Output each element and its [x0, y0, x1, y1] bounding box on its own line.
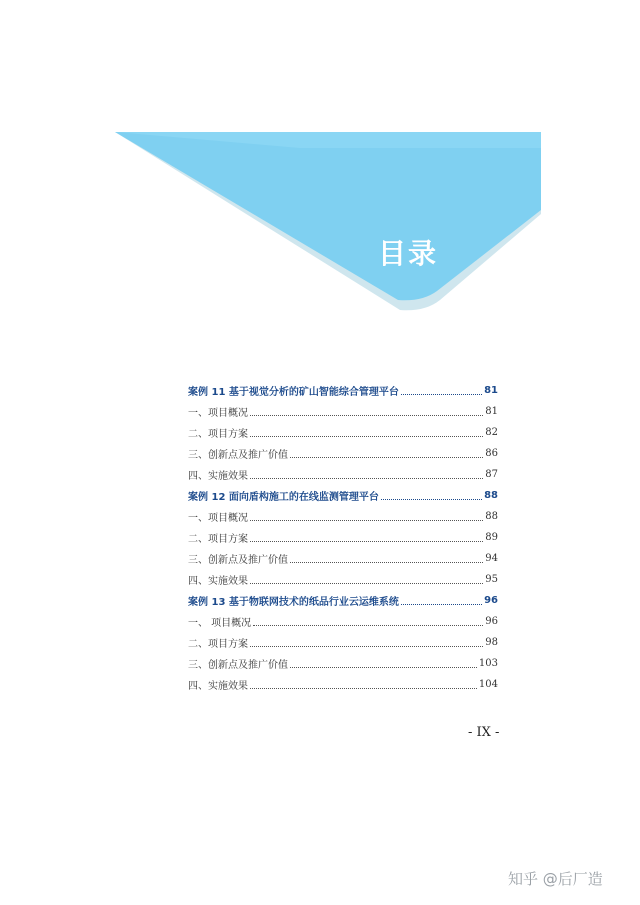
toc-page-number: 98	[485, 637, 498, 648]
toc-page-number: 87	[485, 469, 498, 480]
toc-leader-dots	[290, 562, 483, 563]
toc-page-number: 88	[484, 490, 498, 501]
toc-leader-dots	[290, 457, 483, 458]
toc-page-number: 94	[485, 553, 498, 564]
toc-item[interactable]	[188, 611, 498, 632]
toc-entry-label: 案例 13 基于物联网技术的纸品行业云运维系统	[188, 597, 399, 608]
toc-page-number: 96	[484, 595, 498, 606]
toc-leader-dots	[250, 436, 483, 437]
toc-leader-dots	[250, 583, 483, 584]
toc-item[interactable]	[188, 548, 498, 569]
toc-item[interactable]	[188, 653, 498, 674]
toc-entry-label: 三、创新点及推广价值	[188, 555, 288, 566]
toc-item[interactable]	[188, 506, 498, 527]
toc-page-number: 104	[478, 679, 498, 690]
watermark: 知乎 @后厂造	[508, 870, 603, 888]
toc-item[interactable]	[188, 443, 498, 464]
toc-leader-dots	[401, 604, 482, 605]
toc-item[interactable]	[188, 632, 498, 653]
toc-case-heading[interactable]	[188, 485, 498, 506]
toc-entry-label: 四、实施效果	[188, 681, 248, 692]
table-of-contents	[188, 380, 498, 695]
toc-entry-label: 二、项目方案	[188, 534, 248, 545]
toc-leader-dots	[290, 667, 477, 668]
toc-page-number: 86	[485, 448, 498, 459]
toc-leader-dots	[250, 520, 483, 521]
toc-item[interactable]	[188, 674, 498, 695]
toc-entry-label: 一、项目概况	[188, 513, 248, 524]
toc-item[interactable]	[188, 401, 498, 422]
toc-item[interactable]	[188, 422, 498, 443]
toc-leader-dots	[381, 499, 482, 500]
toc-leader-dots	[250, 688, 477, 689]
toc-case-heading[interactable]	[188, 590, 498, 611]
toc-item[interactable]	[188, 569, 498, 590]
toc-entry-label: 四、实施效果	[188, 576, 248, 587]
toc-page-number: 88	[485, 511, 498, 522]
page-number: - IX -	[468, 725, 500, 740]
toc-leader-dots	[250, 541, 483, 542]
toc-leader-dots	[253, 625, 483, 626]
toc-entry-label: 二、项目方案	[188, 429, 248, 440]
toc-entry-label: 四、实施效果	[188, 471, 248, 482]
toc-leader-dots	[401, 394, 482, 395]
toc-entry-label: 案例 11 基于视觉分析的矿山智能综合管理平台	[188, 387, 399, 398]
toc-page-number: 95	[485, 574, 498, 585]
toc-entry-label: 一、 项目概况	[188, 618, 252, 629]
toc-case-heading[interactable]	[188, 380, 498, 401]
toc-title: 目录	[378, 237, 439, 270]
toc-page-number: 81	[484, 385, 498, 396]
toc-item[interactable]	[188, 464, 498, 485]
toc-entry-label: 三、创新点及推广价值	[188, 660, 288, 671]
banner-graphic	[0, 0, 640, 340]
toc-page-number: 96	[485, 616, 498, 627]
toc-entry-label: 案例 12 面向盾构施工的在线监测管理平台	[188, 492, 379, 503]
toc-leader-dots	[250, 415, 483, 416]
toc-page-number: 89	[485, 532, 498, 543]
toc-page-number: 103	[478, 658, 498, 669]
toc-leader-dots	[250, 646, 483, 647]
toc-entry-label: 二、项目方案	[188, 639, 248, 650]
toc-leader-dots	[250, 478, 483, 479]
toc-page-number: 82	[485, 427, 498, 438]
toc-entry-label: 三、创新点及推广价值	[188, 450, 288, 461]
toc-entry-label: 一、项目概况	[188, 408, 248, 419]
toc-page-number: 81	[485, 406, 498, 417]
toc-item[interactable]	[188, 527, 498, 548]
